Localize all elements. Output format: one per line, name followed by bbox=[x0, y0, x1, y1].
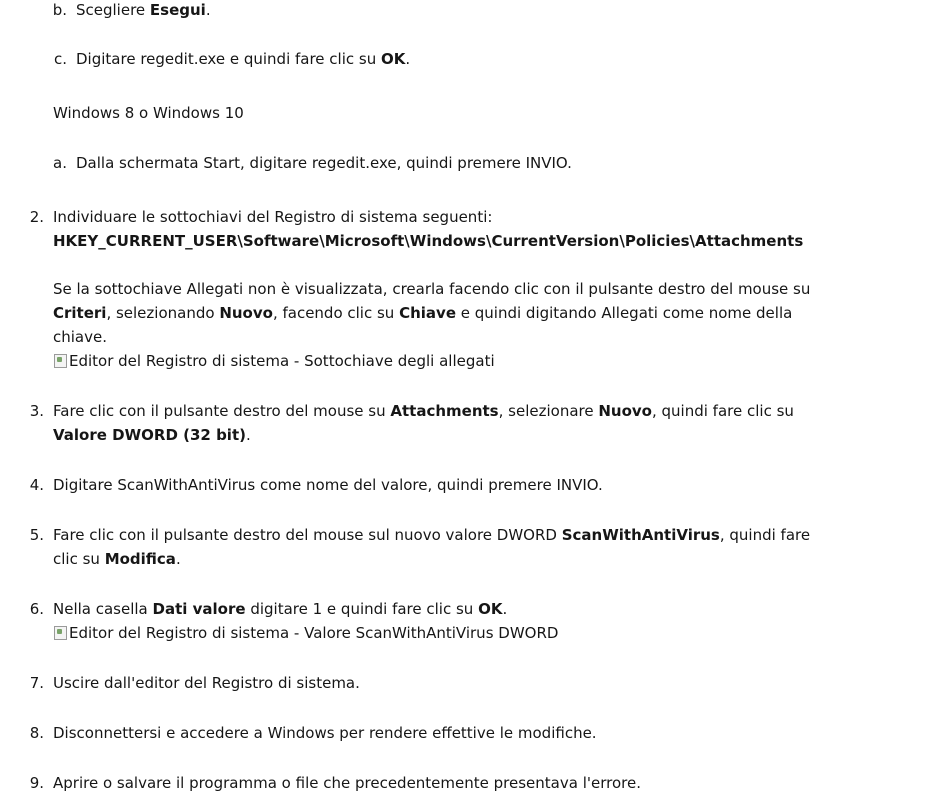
list-label-a: a. bbox=[53, 154, 67, 172]
substep-c: Digitare regedit.exe e quindi fare clic su OK. bbox=[76, 50, 411, 68]
nuovo-term: Nuovo bbox=[219, 304, 273, 322]
step-8-text: Disconnettersi e accedere a Windows per rendere effettive le modifiche. bbox=[53, 724, 597, 742]
ok-term: OK bbox=[478, 600, 503, 618]
dati-valore-term: Dati valore bbox=[152, 600, 246, 618]
image-alt-text: Editor del Registro di sistema - Sottochiave degli allegati bbox=[69, 352, 495, 370]
list-number-8: 8. bbox=[29, 724, 44, 742]
ok-term: OK bbox=[381, 50, 406, 68]
step-6-text: Nella casella Dati valore digitare 1 e quindi fare clic su OK. bbox=[53, 600, 508, 618]
broken-image-icon bbox=[53, 624, 68, 641]
step-2-note-line-3: chiave. bbox=[53, 328, 107, 346]
step-4-text: Digitare ScanWithAntiVirus come nome del valore, quindi premere INVIO. bbox=[53, 476, 603, 494]
step-7-text: Uscire dall'editor del Registro di sistema. bbox=[53, 674, 360, 692]
modifica-term: Modifica bbox=[104, 550, 176, 568]
image-alt-text: Editor del Registro di sistema - Valore ScanWithAntiVirus DWORD bbox=[69, 624, 559, 642]
broken-image-attachments-subkey bbox=[53, 349, 495, 373]
substep-b-text: Scegliere bbox=[76, 1, 150, 19]
step-3-line-2: Valore DWORD (32 bit). bbox=[53, 426, 251, 444]
list-label-b: b. bbox=[52, 1, 67, 19]
substep-a: Dalla schermata Start, digitare regedit.exe, quindi premere INVIO. bbox=[76, 154, 572, 172]
step-5-line-2: clic su Modifica. bbox=[53, 550, 181, 568]
broken-image-icon bbox=[53, 352, 68, 369]
list-label-c: c. bbox=[53, 50, 67, 68]
list-number-9: 9. bbox=[29, 774, 44, 792]
criteri-term: Criteri bbox=[53, 304, 107, 322]
windows-version-heading: Windows 8 o Windows 10 bbox=[53, 104, 244, 122]
step-3-line-1: Fare clic con il pulsante destro del mouse su Attachments, selezionare Nuovo, quindi fare clic su bbox=[53, 402, 794, 420]
step-2-note-line-2: Criteri, selezionando Nuovo, facendo clic su Chiave e quindi digitando Allegati come nome della bbox=[53, 304, 793, 322]
list-number-7: 7. bbox=[29, 674, 44, 692]
chiave-term: Chiave bbox=[399, 304, 456, 322]
dword-term: Valore DWORD (32 bit) bbox=[53, 426, 246, 444]
list-number-2: 2. bbox=[29, 208, 44, 226]
step-2-note-line-1: Se la sottochiave Allegati non è visualizzata, crearla facendo clic con il pulsante destro del mouse su bbox=[53, 280, 811, 298]
broken-image-dword-value bbox=[53, 621, 558, 645]
step-9-text: Aprire o salvare il programma o file che precedentemente presentava l'errore. bbox=[53, 774, 641, 792]
list-number-6: 6. bbox=[29, 600, 44, 618]
step-2-text: Individuare le sottochiavi del Registro di sistema seguenti: bbox=[53, 208, 493, 226]
nuovo-term: Nuovo bbox=[598, 402, 652, 420]
list-number-5: 5. bbox=[29, 526, 44, 544]
step-5-line-1: Fare clic con il pulsante destro del mouse sul nuovo valore DWORD ScanWithAntiVirus, quindi fare bbox=[53, 526, 811, 544]
list-number-4: 4. bbox=[29, 476, 44, 494]
list-number-3: 3. bbox=[29, 402, 44, 420]
scanwithantivirus-term: ScanWithAntiVirus bbox=[561, 526, 720, 544]
attachments-term: Attachments bbox=[390, 402, 499, 420]
substep-c-text: Digitare regedit.exe e quindi fare clic su bbox=[76, 50, 381, 68]
registry-key-path: HKEY_CURRENT_USER\Software\Microsoft\Windows\CurrentVersion\Policies\Attachments bbox=[53, 232, 804, 250]
esegui-term: Esegui bbox=[149, 1, 206, 19]
substep-b: Scegliere Esegui. bbox=[76, 1, 211, 19]
